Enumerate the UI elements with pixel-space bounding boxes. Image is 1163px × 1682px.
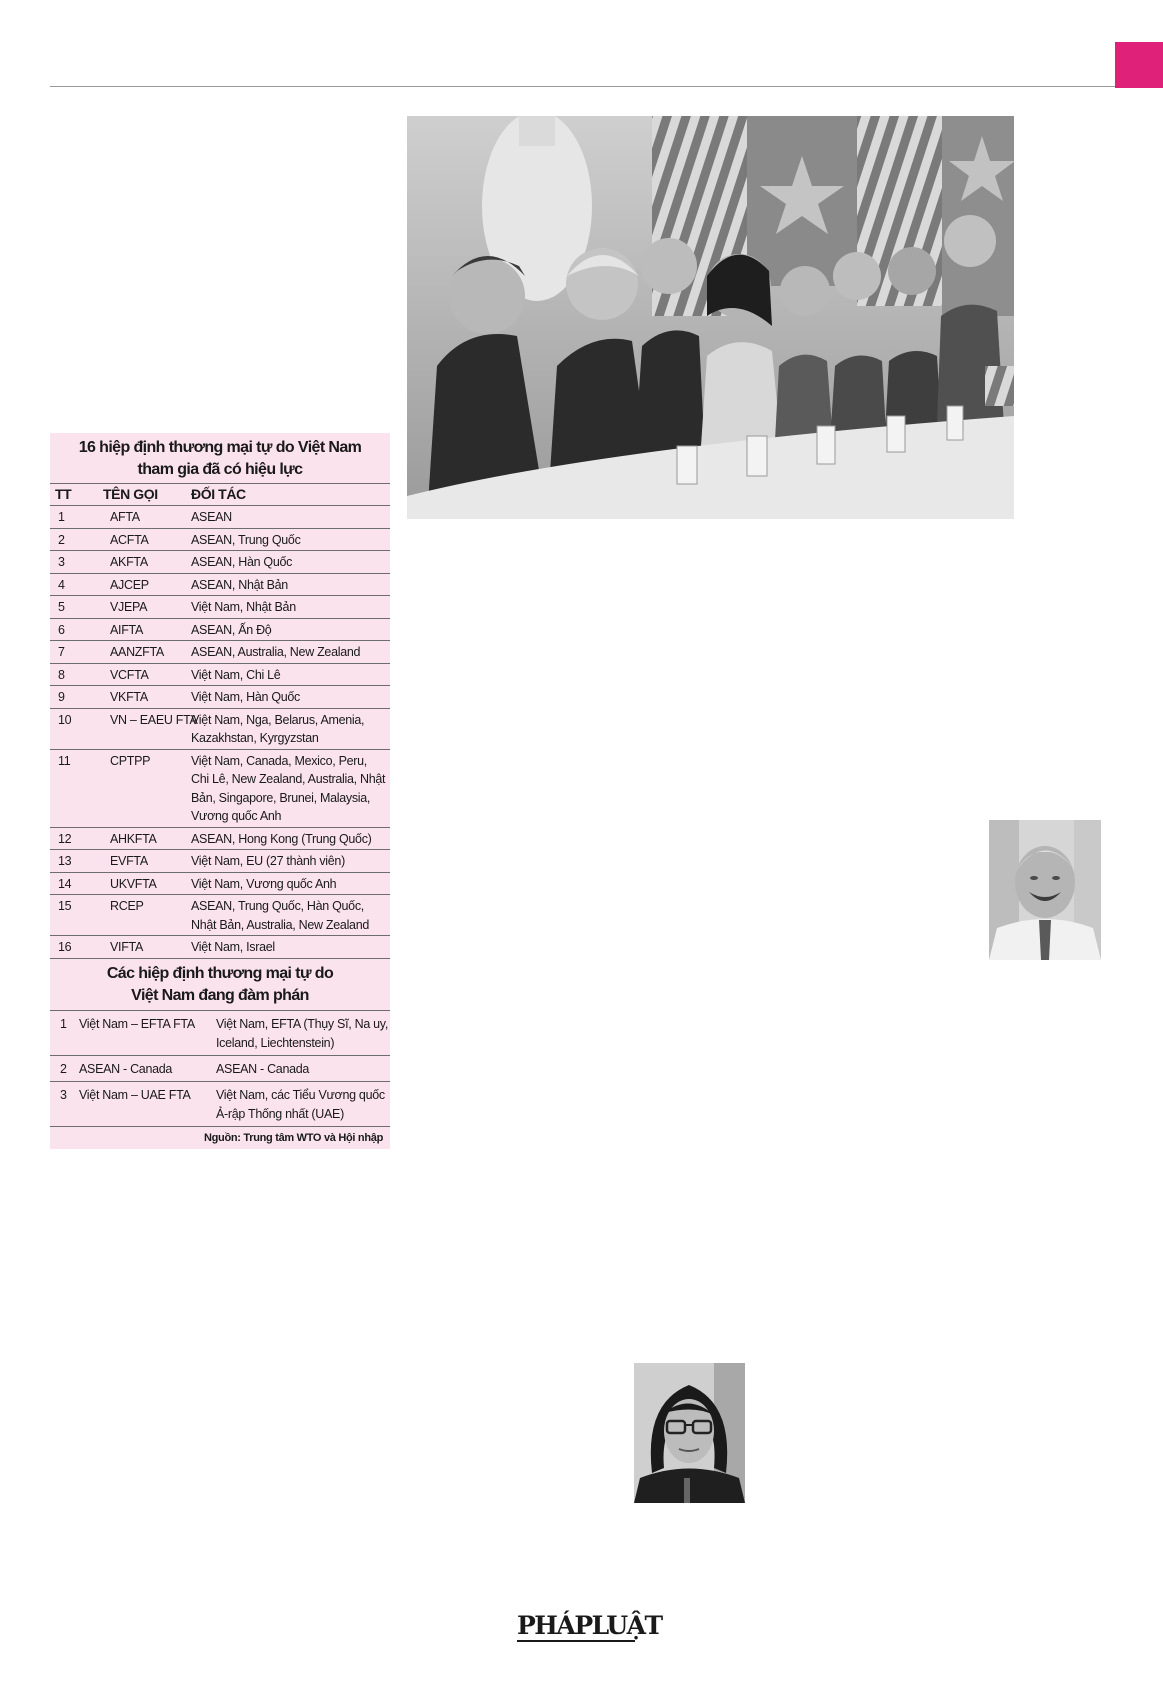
row-name: Việt Nam – EFTA FTA xyxy=(79,1016,195,1031)
fta-table xyxy=(50,433,390,1149)
table-row xyxy=(50,873,390,896)
header-rule xyxy=(50,86,1160,87)
row-partner: ASEAN, Nhật Bản xyxy=(191,577,288,592)
table-row xyxy=(50,686,390,709)
row-name: CPTPP xyxy=(110,753,151,768)
portrait-photo-man xyxy=(989,820,1101,960)
row-name: VIFTA xyxy=(110,940,143,954)
row-tt: 2 xyxy=(60,1061,67,1076)
table-row xyxy=(50,850,390,873)
section-color-tab xyxy=(1115,42,1163,88)
row-partner: ASEAN xyxy=(191,510,232,524)
logo-text: PHÁPLUẬT xyxy=(517,1611,662,1640)
fta-title-line2: tham gia đã có hiệu lực xyxy=(137,461,303,478)
row-partner: Việt Nam, Chi Lê xyxy=(191,667,281,682)
row-name: VCFTA xyxy=(110,667,149,682)
row-name: ACFTA xyxy=(110,532,149,547)
table-source: Nguồn: Trung tâm WTO và Hội nhập xyxy=(203,1131,383,1144)
table-row xyxy=(50,828,390,851)
row-tt: 6 xyxy=(58,622,65,637)
publication-logo xyxy=(517,1611,662,1641)
table-row xyxy=(50,709,390,750)
row-partner: Việt Nam, Canada, Mexico, Peru, Chi Lê, New Zealand, Australia, Nhật Bản, Singapore, Brunei, Malaysia, Vương quốc Anh xyxy=(191,753,386,823)
table-row xyxy=(50,596,390,619)
table-row xyxy=(50,895,390,936)
row-partner: ASEAN, Trung Quốc xyxy=(191,532,301,547)
portrait-photo-woman xyxy=(634,1363,745,1503)
row-tt: 8 xyxy=(58,667,65,682)
table-row xyxy=(50,619,390,642)
row-name: AJCEP xyxy=(110,577,149,592)
table-row xyxy=(50,574,390,597)
row-partner: Việt Nam, EFTA (Thụy Sĩ, Na uy, Iceland, Liechtenstein) xyxy=(216,1016,389,1050)
row-partner: ASEAN - Canada xyxy=(216,1061,310,1076)
logo-underline xyxy=(517,1640,635,1642)
row-partner: ASEAN, Hàn Quốc xyxy=(191,555,293,569)
row-name: ASEAN - Canada xyxy=(79,1061,173,1076)
row-partner: ASEAN, Australia, New Zealand xyxy=(191,645,361,659)
row-tt: 1 xyxy=(60,1016,67,1031)
row-name: RCEP xyxy=(110,899,144,913)
row-name: VKFTA xyxy=(110,690,148,704)
meeting-photo xyxy=(407,116,1014,519)
row-tt: 10 xyxy=(58,712,72,727)
row-name: AANZFTA xyxy=(110,645,164,659)
fta-table-header xyxy=(50,483,390,506)
fta-table-title xyxy=(50,433,390,483)
row-name: AFTA xyxy=(110,510,140,524)
row-tt: 4 xyxy=(58,577,65,592)
table-row xyxy=(50,1011,390,1056)
fta-title-line1: 16 hiệp định thương mại tự do Việt Nam xyxy=(78,439,362,456)
table-row xyxy=(50,1056,390,1082)
table-row xyxy=(50,551,390,574)
row-name: AKFTA xyxy=(110,555,148,569)
fta-rows xyxy=(50,506,390,959)
row-partner: Việt Nam, các Tiểu Vương quốc Ả-rập Thống nhất (UAE) xyxy=(216,1087,385,1121)
negotiating-title-line1: Các hiệp định thương mại tự do xyxy=(106,964,334,982)
row-name: AHKFTA xyxy=(110,831,157,846)
row-partner: ASEAN, Trung Quốc, Hàn Quốc, Nhật Bản, Australia, New Zealand xyxy=(191,899,370,932)
row-tt: 15 xyxy=(58,899,72,913)
table-row xyxy=(50,936,390,959)
row-partner: Việt Nam, Nga, Belarus, Amenia, Kazakhstan, Kyrgyzstan xyxy=(191,712,365,745)
negotiating-title xyxy=(50,959,390,1011)
row-name: Việt Nam – UAE FTA xyxy=(79,1087,191,1102)
row-tt: 7 xyxy=(58,645,65,659)
row-tt: 14 xyxy=(58,876,72,891)
header-tt: TT xyxy=(55,486,72,502)
row-tt: 2 xyxy=(58,532,65,547)
row-tt: 5 xyxy=(58,600,65,614)
table-row xyxy=(50,529,390,552)
row-name: VN – EAEU FTA xyxy=(110,712,198,727)
row-partner: Việt Nam, Vương quốc Anh xyxy=(191,876,337,891)
row-tt: 11 xyxy=(58,753,71,768)
row-partner: Việt Nam, EU (27 thành viên) xyxy=(191,854,345,868)
row-partner: Việt Nam, Israel xyxy=(191,940,275,954)
table-row xyxy=(50,664,390,687)
row-tt: 1 xyxy=(58,510,65,524)
row-tt: 16 xyxy=(58,940,72,954)
header-name: TÊN GỌI xyxy=(103,486,158,502)
table-row xyxy=(50,641,390,664)
row-tt: 9 xyxy=(58,690,65,704)
row-name: EVFTA xyxy=(110,854,148,868)
row-tt: 3 xyxy=(60,1087,67,1102)
row-partner: Việt Nam, Nhật Bản xyxy=(191,600,296,614)
row-tt: 3 xyxy=(58,555,65,569)
row-partner: Việt Nam, Hàn Quốc xyxy=(191,690,301,704)
table-row xyxy=(50,506,390,529)
row-tt: 12 xyxy=(58,831,72,846)
negotiating-title-line2: Việt Nam đang đàm phán xyxy=(131,986,309,1004)
row-name: UKVFTA xyxy=(110,876,157,891)
row-partner: ASEAN, Hong Kong (Trung Quốc) xyxy=(191,831,372,846)
row-partner: ASEAN, Ấn Độ xyxy=(191,622,272,637)
row-name: AIFTA xyxy=(110,622,143,637)
row-name: VJEPA xyxy=(110,600,148,614)
header-partner: ĐỐI TÁC xyxy=(191,486,246,502)
row-tt: 13 xyxy=(58,854,72,868)
table-row xyxy=(50,750,390,828)
table-row xyxy=(50,1082,390,1127)
